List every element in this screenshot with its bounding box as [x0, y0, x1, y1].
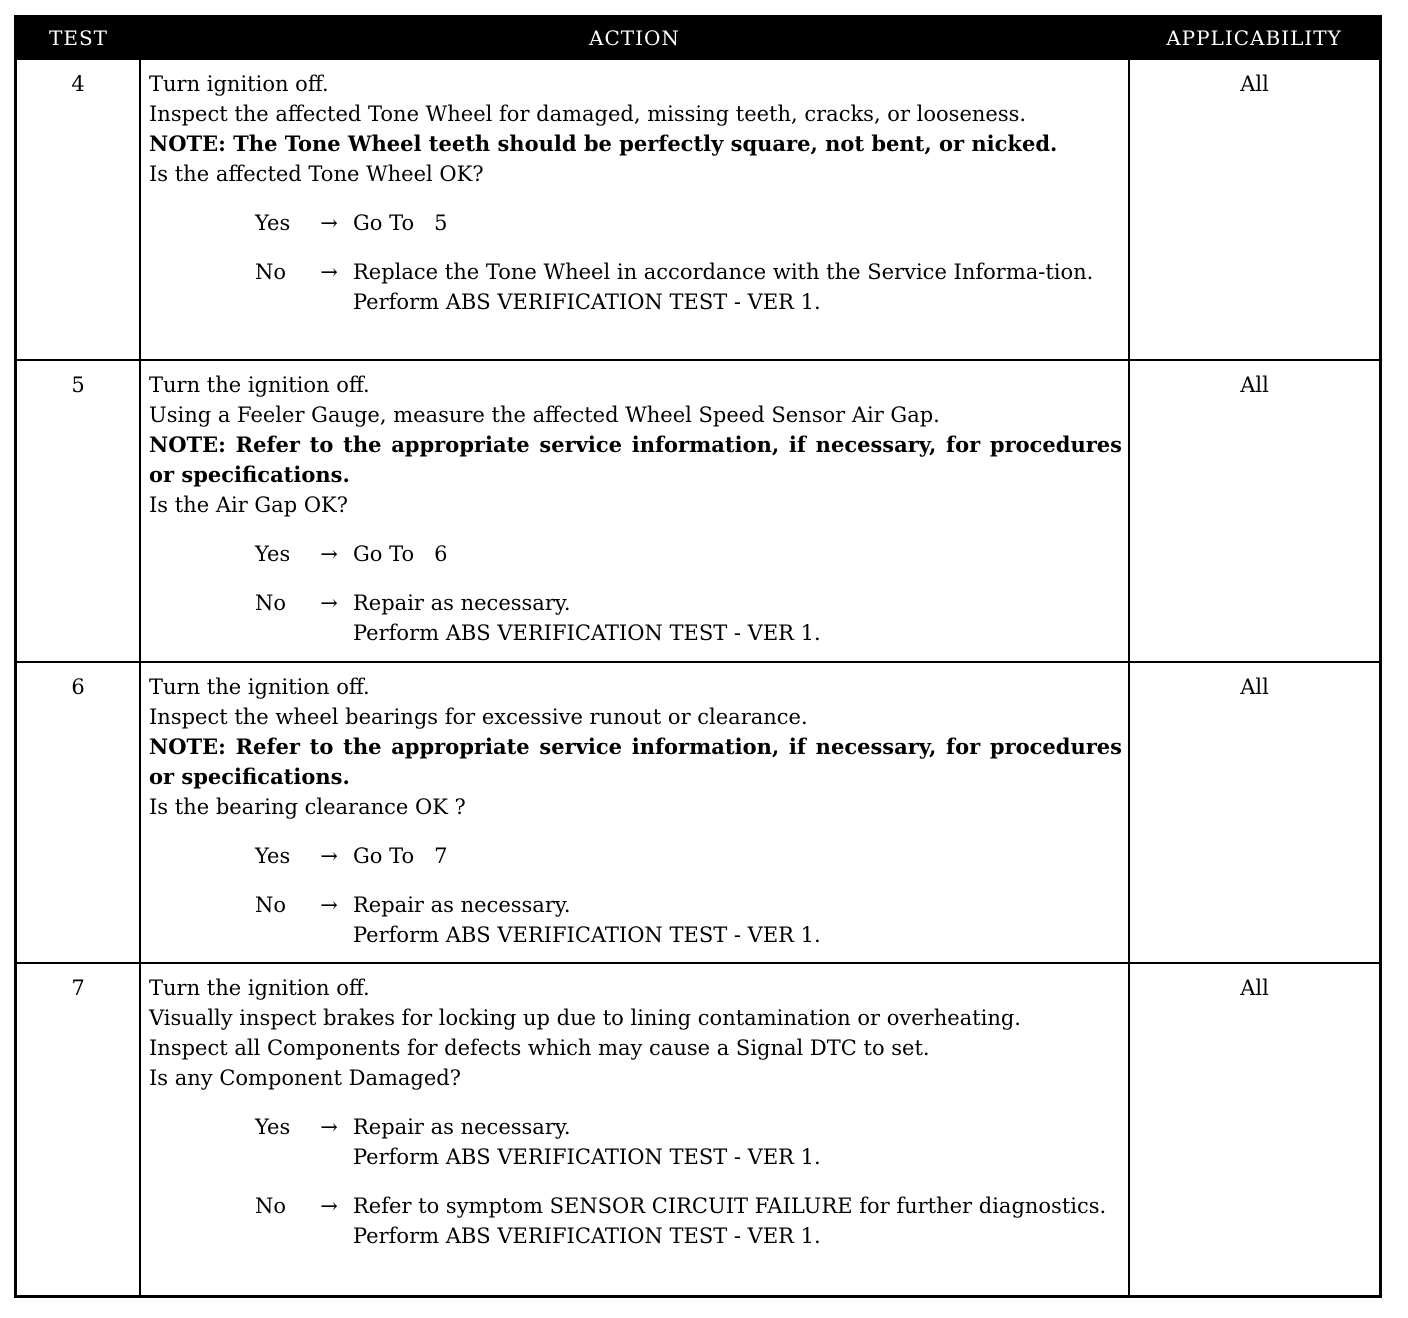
no-result [353, 588, 1122, 648]
applicability-cell: All [1129, 360, 1381, 662]
action-line: Inspect the affected Tone Wheel for damaged, missing teeth, cracks, or looseness. [149, 102, 1027, 126]
result-line: Perform ABS VERIFICATION TEST - VER 1. [353, 290, 821, 314]
question-text: Is any Component Damaged? [149, 1066, 461, 1090]
no-branch [255, 1191, 1122, 1251]
test-number: 7 [16, 963, 141, 1296]
result-line: Go To 7 [353, 844, 448, 868]
action-line: Turn the ignition off. [149, 373, 370, 397]
test-number: 4 [16, 59, 141, 360]
yes-branch [255, 841, 1122, 871]
right-arrow-icon: → [320, 260, 338, 284]
action-line: Inspect the wheel bearings for excessive runout or clearance. [149, 705, 808, 729]
right-arrow-icon: → [320, 1115, 338, 1139]
question-text: Is the Air Gap OK? [149, 493, 348, 517]
header-applicability: APPLICABILITY [1129, 17, 1381, 60]
table-row [16, 963, 1381, 1296]
result-line: Repair as necessary. [353, 1115, 571, 1139]
right-arrow-icon: → [320, 591, 338, 615]
no-branch [255, 890, 1122, 950]
yes-result [353, 841, 1122, 871]
result-line: Repair as necessary. [353, 591, 571, 615]
action-line: Inspect all Components for defects which may cause a Signal DTC to set. [149, 1036, 930, 1060]
result-line: Repair as necessary. [353, 893, 571, 917]
question-text: Is the affected Tone Wheel OK? [149, 162, 484, 186]
action-line: Turn ignition off. [149, 72, 329, 96]
table-row [16, 59, 1381, 360]
test-number: 5 [16, 360, 141, 662]
no-result [353, 890, 1122, 950]
action-line: Using a Feeler Gauge, measure the affected Wheel Speed Sensor Air Gap. [149, 403, 940, 427]
no-label: No [255, 591, 287, 615]
yes-result [353, 539, 1122, 569]
no-label: No [255, 1194, 287, 1218]
note-text: NOTE: Refer to the appropriate service information, if necessary, for procedures or specifications. [149, 432, 1122, 487]
action-line: Turn the ignition off. [149, 976, 370, 1000]
no-label: No [255, 893, 287, 917]
header-test: TEST [16, 17, 141, 60]
right-arrow-icon: → [320, 211, 338, 235]
action-line: Turn the ignition off. [149, 675, 370, 699]
right-arrow-icon: → [320, 542, 338, 566]
note-text: NOTE: Refer to the appropriate service information, if necessary, for procedures or specifications. [149, 734, 1122, 789]
yes-branch [255, 539, 1122, 569]
table-row [16, 360, 1381, 662]
no-branch [255, 257, 1122, 317]
no-result [353, 1191, 1122, 1251]
no-branch [255, 588, 1122, 648]
applicability-cell: All [1129, 662, 1381, 963]
yes-result [353, 208, 1122, 238]
result-line: Replace the Tone Wheel in accordance with the Service Informa-tion. [353, 260, 1094, 284]
yes-branch [255, 1112, 1122, 1172]
action-cell [140, 963, 1129, 1296]
result-line: Refer to symptom SENSOR CIRCUIT FAILURE for further diagnostics. [353, 1194, 1107, 1218]
yes-label: Yes [255, 1115, 291, 1139]
result-line: Go To 5 [353, 211, 448, 235]
action-line: Visually inspect brakes for locking up due to lining contamination or overheating. [149, 1006, 1021, 1030]
right-arrow-icon: → [320, 844, 338, 868]
right-arrow-icon: → [320, 893, 338, 917]
action-cell [140, 360, 1129, 662]
result-line: Perform ABS VERIFICATION TEST - VER 1. [353, 923, 821, 947]
no-result [353, 257, 1122, 317]
action-cell [140, 59, 1129, 360]
question-text: Is the bearing clearance OK ? [149, 795, 466, 819]
header-action: ACTION [140, 17, 1129, 60]
result-line: Go To 6 [353, 542, 448, 566]
test-number: 6 [16, 662, 141, 963]
yes-branch [255, 208, 1122, 238]
applicability-cell: All [1129, 59, 1381, 360]
applicability-cell: All [1129, 963, 1381, 1296]
table-row [16, 662, 1381, 963]
table-body [16, 59, 1381, 1296]
yes-label: Yes [255, 211, 291, 235]
yes-label: Yes [255, 542, 291, 566]
no-label: No [255, 260, 287, 284]
result-line: Perform ABS VERIFICATION TEST - VER 1. [353, 621, 821, 645]
result-line: Perform ABS VERIFICATION TEST - VER 1. [353, 1224, 821, 1248]
yes-result [353, 1112, 1122, 1172]
diagnostic-test-table [14, 15, 1382, 1298]
action-cell [140, 662, 1129, 963]
yes-label: Yes [255, 844, 291, 868]
table-header-row [16, 17, 1381, 60]
note-text: NOTE: The Tone Wheel teeth should be perfectly square, not bent, or nicked. [149, 131, 1058, 156]
right-arrow-icon: → [320, 1194, 338, 1218]
result-line: Perform ABS VERIFICATION TEST - VER 1. [353, 1145, 821, 1169]
